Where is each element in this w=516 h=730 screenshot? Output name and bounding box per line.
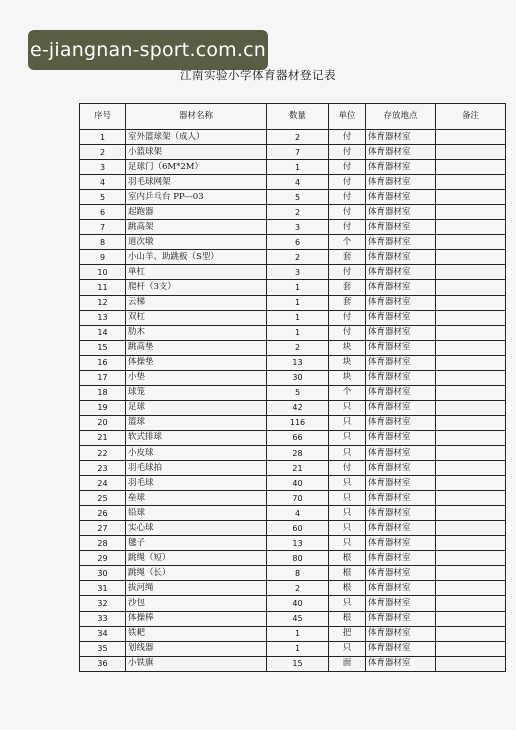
cell-name: 垒球 [126,491,267,506]
cell-qty: 4 [267,506,329,521]
cell-remark [436,235,506,250]
cell-remark [436,596,506,611]
cell-location: 体育器材室 [366,566,436,581]
table-row [80,340,506,355]
cell-no: 20 [80,415,126,430]
cell-qty: 1 [267,626,329,641]
cell-remark [436,551,506,566]
cell-qty: 2 [267,130,329,145]
table-row [80,385,506,400]
cell-name: 羽毛球网架 [126,175,267,190]
cell-no: 30 [80,566,126,581]
cell-no: 10 [80,265,126,280]
cell-location: 体育器材室 [366,415,436,430]
cell-remark [436,250,506,265]
cell-remark [436,340,506,355]
table-row [80,220,506,235]
table-row [80,400,506,415]
cell-name: 跳绳（长） [126,566,267,581]
cell-no: 29 [80,551,126,566]
cell-no: 6 [80,205,126,220]
cell-name: 篮球 [126,415,267,430]
cell-unit: 只 [329,641,366,656]
cell-name: 羽毛球拍 [126,461,267,476]
cell-location: 体育器材室 [366,205,436,220]
cell-location: 体育器材室 [366,175,436,190]
table-row [80,325,506,340]
table-row [80,491,506,506]
cell-remark [436,400,506,415]
table-row [80,310,506,325]
cell-unit: 付 [329,220,366,235]
cell-remark [436,310,506,325]
cell-unit: 付 [329,310,366,325]
cell-remark [436,265,506,280]
table-row [80,130,506,145]
cell-unit: 只 [329,506,366,521]
cell-remark [436,566,506,581]
cell-name: 体操棒 [126,611,267,626]
cell-name: 拔河绳 [126,581,267,596]
cell-qty: 45 [267,611,329,626]
cell-no: 25 [80,491,126,506]
cell-qty: 21 [267,461,329,476]
cell-remark [436,415,506,430]
watermark-banner: e-jiangnan-sport.com.cn [28,30,268,70]
table-body [80,130,506,672]
cell-qty: 1 [267,160,329,175]
table-row [80,506,506,521]
cell-unit: 付 [329,461,366,476]
cell-qty: 5 [267,385,329,400]
cell-qty: 30 [267,370,329,385]
equipment-table [79,103,506,672]
cell-qty: 80 [267,551,329,566]
cell-qty: 1 [267,325,329,340]
table-row [80,626,506,641]
cell-name: 室外篮球架（成人） [126,130,267,145]
cell-qty: 3 [267,265,329,280]
cell-no: 36 [80,656,126,671]
cell-name: 毽子 [126,536,267,551]
cell-name: 铅球 [126,506,267,521]
table-row [80,536,506,551]
cell-remark [436,205,506,220]
cell-no: 21 [80,430,126,445]
cell-name: 跳绳（短） [126,551,267,566]
header-qty: 数量 [267,104,329,130]
cell-name: 沙包 [126,596,267,611]
cell-location: 体育器材室 [366,355,436,370]
table-row [80,175,506,190]
cell-unit: 根 [329,551,366,566]
cell-remark [436,295,506,310]
cell-name: 起跑器 [126,205,267,220]
cell-unit: 付 [329,205,366,220]
table-row [80,461,506,476]
cell-remark [436,280,506,295]
table-row [80,641,506,656]
cell-location: 体育器材室 [366,385,436,400]
cell-remark [436,506,506,521]
cell-no: 18 [80,385,126,400]
cell-location: 体育器材室 [366,461,436,476]
cell-location: 体育器材室 [366,250,436,265]
cell-location: 体育器材室 [366,370,436,385]
cell-no: 16 [80,355,126,370]
table-row [80,145,506,160]
cell-qty: 1 [267,295,329,310]
cell-location: 体育器材室 [366,265,436,280]
cell-no: 12 [80,295,126,310]
cell-unit: 套 [329,250,366,265]
page-title: 江南实验小学体育器材登记表 [180,68,336,82]
table-row [80,656,506,671]
cell-unit: 付 [329,265,366,280]
table-row [80,370,506,385]
cell-name: 软式排球 [126,430,267,445]
cell-remark [436,325,506,340]
cell-name: 室内乒乓台 PP---03 [126,190,267,205]
cell-unit: 付 [329,160,366,175]
cell-no: 13 [80,310,126,325]
cell-unit: 根 [329,566,366,581]
cell-qty: 1 [267,641,329,656]
cell-qty: 116 [267,415,329,430]
cell-name: 小山羊、助跳板（S型） [126,250,267,265]
cell-remark [436,145,506,160]
cell-remark [436,430,506,445]
cell-name: 小皮球 [126,445,267,460]
cell-qty: 1 [267,280,329,295]
cell-no: 22 [80,445,126,460]
cell-unit: 付 [329,325,366,340]
table-row [80,190,506,205]
cell-qty: 13 [267,355,329,370]
table-row [80,415,506,430]
cell-unit: 块 [329,340,366,355]
cell-remark [436,130,506,145]
cell-qty: 8 [267,566,329,581]
cell-unit: 根 [329,581,366,596]
cell-name: 实心球 [126,521,267,536]
cell-qty: 6 [267,235,329,250]
cell-remark [436,385,506,400]
table-row [80,355,506,370]
cell-no: 3 [80,160,126,175]
cell-no: 23 [80,461,126,476]
cell-qty: 13 [267,536,329,551]
cell-qty: 3 [267,220,329,235]
cell-unit: 只 [329,521,366,536]
cell-name: 道次墩 [126,235,267,250]
cell-name: 单杠 [126,265,267,280]
cell-location: 体育器材室 [366,310,436,325]
cell-no: 8 [80,235,126,250]
table-row [80,160,506,175]
cell-remark [436,370,506,385]
cell-remark [436,641,506,656]
header-unit: 单位 [329,104,366,130]
table-row [80,280,506,295]
cell-no: 4 [80,175,126,190]
table-row [80,566,506,581]
cell-no: 17 [80,370,126,385]
cell-remark [436,461,506,476]
cell-no: 15 [80,340,126,355]
cell-location: 体育器材室 [366,325,436,340]
cell-remark [436,175,506,190]
cell-remark [436,536,506,551]
table-row [80,596,506,611]
cell-location: 体育器材室 [366,626,436,641]
cell-no: 14 [80,325,126,340]
cell-name: 小篮球架 [126,145,267,160]
cell-unit: 个 [329,235,366,250]
cell-remark [436,220,506,235]
cell-no: 33 [80,611,126,626]
cell-no: 35 [80,641,126,656]
cell-remark [436,160,506,175]
cell-location: 体育器材室 [366,551,436,566]
table-row [80,295,506,310]
table-row [80,445,506,460]
cell-location: 体育器材室 [366,656,436,671]
cell-qty: 70 [267,491,329,506]
cell-unit: 只 [329,415,366,430]
table-header-row [80,104,506,130]
cell-name: 铁耙 [126,626,267,641]
header-remark: 备注 [436,104,506,130]
cell-qty: 15 [267,656,329,671]
cell-location: 体育器材室 [366,536,436,551]
cell-qty: 28 [267,445,329,460]
cell-name: 划线器 [126,641,267,656]
table-row [80,611,506,626]
cell-no: 24 [80,476,126,491]
cell-location: 体育器材室 [366,280,436,295]
cell-name: 双杠 [126,310,267,325]
cell-unit: 块 [329,355,366,370]
cell-location: 体育器材室 [366,596,436,611]
cell-location: 体育器材室 [366,220,436,235]
table-row [80,581,506,596]
cell-location: 体育器材室 [366,190,436,205]
cell-unit: 套 [329,295,366,310]
table-row [80,521,506,536]
cell-unit: 把 [329,626,366,641]
cell-qty: 60 [267,521,329,536]
cell-unit: 付 [329,175,366,190]
cell-no: 31 [80,581,126,596]
header-name: 器材名称 [126,104,267,130]
cell-remark [436,445,506,460]
cell-unit: 只 [329,596,366,611]
cell-no: 26 [80,506,126,521]
cell-location: 体育器材室 [366,581,436,596]
cell-no: 34 [80,626,126,641]
cell-name: 云梯 [126,295,267,310]
table-row [80,476,506,491]
table-row [80,205,506,220]
cell-name: 羽毛球 [126,476,267,491]
cell-unit: 付 [329,145,366,160]
cell-location: 体育器材室 [366,340,436,355]
cell-no: 2 [80,145,126,160]
cell-unit: 只 [329,491,366,506]
cell-qty: 40 [267,476,329,491]
cell-name: 球笼 [126,385,267,400]
cell-remark [436,355,506,370]
cell-no: 27 [80,521,126,536]
cell-unit: 套 [329,280,366,295]
cell-location: 体育器材室 [366,491,436,506]
table-row [80,551,506,566]
cell-location: 体育器材室 [366,295,436,310]
cell-no: 28 [80,536,126,551]
cell-no: 1 [80,130,126,145]
table-row [80,235,506,250]
table-row [80,265,506,280]
cell-unit: 块 [329,370,366,385]
cell-name: 小铁旗 [126,656,267,671]
cell-name: 跳高垫 [126,340,267,355]
cell-location: 体育器材室 [366,611,436,626]
cell-name: 小垫 [126,370,267,385]
cell-name: 跳高架 [126,220,267,235]
cell-unit: 只 [329,445,366,460]
cell-qty: 42 [267,400,329,415]
cell-no: 5 [80,190,126,205]
cell-unit: 付 [329,130,366,145]
table-row [80,250,506,265]
cell-name: 体操垫 [126,355,267,370]
cell-location: 体育器材室 [366,445,436,460]
cell-remark [436,190,506,205]
cell-no: 32 [80,596,126,611]
cell-qty: 2 [267,250,329,265]
cell-unit: 只 [329,430,366,445]
cell-qty: 7 [267,145,329,160]
cell-no: 7 [80,220,126,235]
cell-qty: 2 [267,205,329,220]
cell-qty: 40 [267,596,329,611]
cell-remark [436,656,506,671]
cell-unit: 根 [329,611,366,626]
cell-remark [436,491,506,506]
cell-no: 19 [80,400,126,415]
cell-remark [436,611,506,626]
cell-unit: 面 [329,656,366,671]
cell-name: 足球门（6M*2M） [126,160,267,175]
cell-location: 体育器材室 [366,130,436,145]
header-no: 序号 [80,104,126,130]
cell-location: 体育器材室 [366,641,436,656]
cell-qty: 2 [267,340,329,355]
cell-location: 体育器材室 [366,506,436,521]
cell-location: 体育器材室 [366,521,436,536]
cell-qty: 2 [267,581,329,596]
cell-qty: 5 [267,190,329,205]
cell-name: 肋木 [126,325,267,340]
cell-remark [436,476,506,491]
cell-no: 9 [80,250,126,265]
cell-unit: 只 [329,536,366,551]
cell-qty: 66 [267,430,329,445]
cell-remark [436,626,506,641]
cell-unit: 只 [329,476,366,491]
cell-no: 11 [80,280,126,295]
cell-location: 体育器材室 [366,145,436,160]
cell-location: 体育器材室 [366,476,436,491]
cell-remark [436,581,506,596]
cell-unit: 只 [329,400,366,415]
table-row [80,430,506,445]
cell-unit: 个 [329,385,366,400]
cell-unit: 付 [329,190,366,205]
cell-location: 体育器材室 [366,160,436,175]
cell-qty: 1 [267,310,329,325]
header-location: 存放地点 [366,104,436,130]
cell-name: 足球 [126,400,267,415]
cell-location: 体育器材室 [366,400,436,415]
cell-location: 体育器材室 [366,235,436,250]
cell-qty: 4 [267,175,329,190]
cell-remark [436,521,506,536]
cell-location: 体育器材室 [366,430,436,445]
cell-name: 爬杆（3支） [126,280,267,295]
